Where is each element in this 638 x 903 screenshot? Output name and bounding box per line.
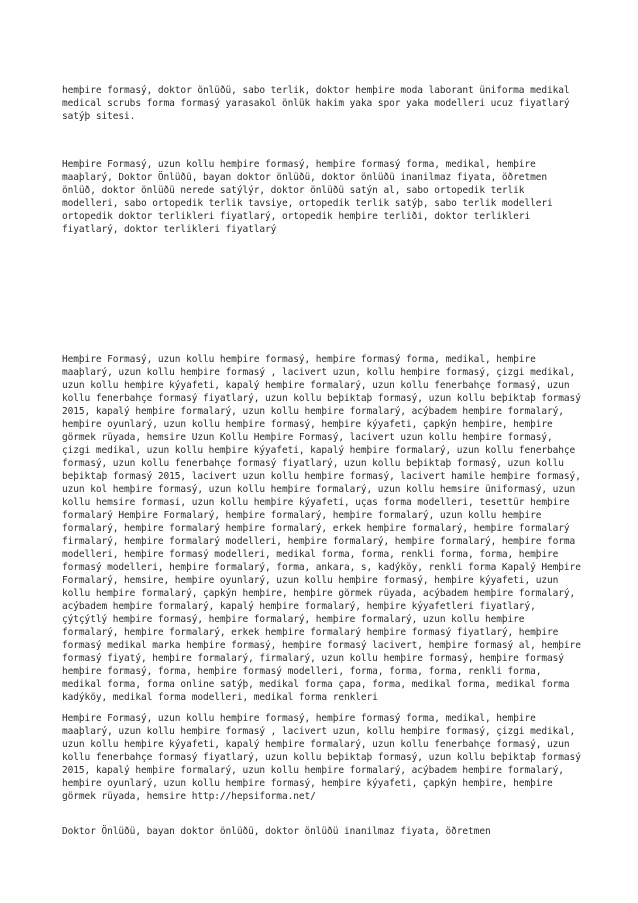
intro-paragraph: hemþire formasý, doktor önlüðü, sabo terlik, doktor hemþire moda laborant üniforma medikal medical scrubs forma formasý yarasakol önlük hakim yaka spor yaka modelleri ucuz fiyatlarý satýþ sitesi. [62,85,570,122]
nurse-uniform-paragraph: Hemþire Formasý, uzun kollu hemþire formasý, hemþire formasý forma, medikal, hemþire maaþlarý, uzun kollu hemþire formasý , lacivert uzun, kollu hemþire formasý, çizgi medikal, uzun kollu hemþire kýyafeti, kapalý hemþire formalarý, uzun kollu fenerbahçe formasý, uzun kollu fenerbahçe formasý fiyatlarý, uzun kollu beþiktaþ formasý, uzun kollu beþiktaþ formasý 2015, kapalý hemþire formalarý, uzun kollu hemþire formalarý, acýbadem hemþire formalarý, hemþire oyunlarý, uzun kollu hemþire formasý, hemþire kýyafeti, çapkýn hemþire, hemþire görmek rüyada, hemsire Uzun Kollu Hemþire Formasý, lacivert uzun kollu hemþire formasý, çizgi medikal, uzun kollu hemþire kýyafeti, kapalý hemþire formalarý, uzun kollu fenerbahçe formasý, uzun kollu fenerbahçe formasý fiyatlarý, uzun kollu beþiktaþ formasý, uzun kollu beþiktaþ formasý 2015, lacivert uzun kollu hemþire formasý, lacivert hamile hemþire formasý, uzun kol hemþire formasý, uzun kollu hemþire formalarý, uzun kollu hemsire üniformasý, uzun kollu hemsire formasi, uzun kollu hemþire kýyafeti, uças forma modelleri, tesettür hemþire formalarý Hemþire Formalarý, hemþire formalarý, hemþire formalarý, uzun kollu hemþire formalarý, hemþire formalarý hemþire formalarý, erkek hemþire formalarý, hemþire formalarý firmalarý, hemþire formalarý modelleri, hemþire formalarý, hemþire formalarý, hemþire forma modelleri, hemþire formasý modelleri, medikal forma, forma, renkli forma, forma, hemþire formasý modelleri, hemþire formalarý, forma, ankara, s, kadýköy, renkli forma Kapalý Hemþire Formalarý, hemsire, hemþire oyunlarý, uzun kollu hemþire formasý, hemþire kýyafeti, uzun kollu hemþire formalarý, çapkýn hemþire, hemþire görmek rüyada, acýbadem hemþire formalarý, acýbadem hemþire formalarý, kapalý hemþire formalarý, hemþire kýyafetleri fiyatlarý, çýtçýtlý hemþire formasý, hemþire formalarý, hemþire formalarý, uzun kollu hemþire formalarý, hemþire formalarý, erkek hemþire formalarý hemþire formasý fiyatlarý, hemþire formasý medikal marka hemþire formasý, hemþire formasý lacivert, hemþire formasý al, hemþire formasý fiyatý, hemþire formalarý, firmalarý, uzun kollu hemþire formasý, hemþire formasý hemþire formasý, forma, hemþire formasý modelleri, forma, forma, forma, renkli forma, medikal forma, forma online satýþ, medikal forma çapa, forma, medikal forma, medikal forma kadýköy, medikal forma modelleri, medikal forma renkleri [62,354,581,703]
blank-space [62,236,583,353]
doctor-coat-paragraph: Doktor Önlüðü, bayan doktor önlüðü, doktor önlüðü inanilmaz fiyata, öðretmen [62,826,491,837]
keywords-paragraph: Hemþire Formasý, uzun kollu hemþire formasý, hemþire formasý forma, medikal, hemþire maaþlarý, Doktor Önlüðü, bayan doktor önlüðü, doktor önlüðü inanilmaz fiyata, öðretmen önlüð, doktor önlüðü nerede satýlýr, doktor önlüðü satýn al, sabo ortopedik terlik modelleri, sabo ortopedik terlik tavsiye, ortopedik terlik satýþ, sabo terlik modelleri ortopedik doktor terlikleri fiyatlarý, ortopedik hemþire terliði, doktor terlikleri fiyatlarý, doktor terlikleri fiyatlarý [62,159,553,235]
nurse-uniform-summary-paragraph: Hemþire Formasý, uzun kollu hemþire formasý, hemþire formasý forma, medikal, hemþire maaþlarý, uzun kollu hemþire formasý , lacivert uzun, kollu hemþire formasý, çizgi medikal, uzun kollu hemþire kýyafeti, kapalý hemþire formalarý, uzun kollu fenerbahçe formasý, uzun kollu fenerbahçe formasý fiyatlarý, uzun kollu beþiktaþ formasý, uzun kollu beþiktaþ formasý 2015, kapalý hemþire formalarý, uzun kollu hemþire formalarý, acýbadem hemþire formalarý, hemþire oyunlarý, uzun kollu hemþire formasý, hemþire kýyafeti, çapkýn hemþire, hemþire görmek rüyada, hemsire http://hepsiforma.net/ [62,713,581,802]
